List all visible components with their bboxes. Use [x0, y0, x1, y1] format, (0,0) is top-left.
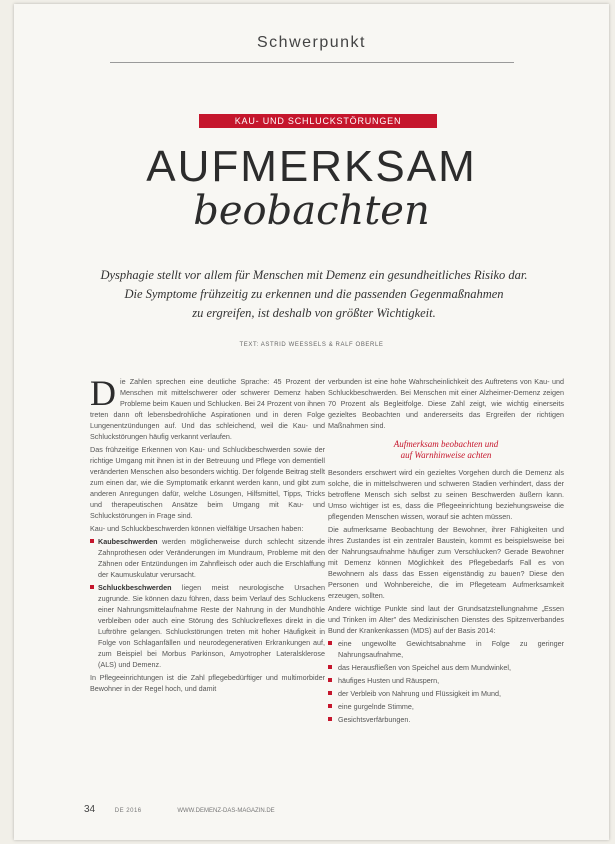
list-item: der Verbleib von Nahrung und Flüssigkeit im Mund,	[328, 688, 564, 699]
bullet-text: liegen meist neurologische Ursachen zugrunde. Sie können dazu führen, dass beim Verlauf des Schluckens einer Nahrungsmittelaufnahme Reste der Nahrung in der Mundhöhle verbleiben oder auch eine Störung des Schluckreflexes direkt in die Luftröhre gelangen. Schluckstörungen treten mit hoher Häufigkeit in Folge von Schlaganfällen und neurodegenerativen Erkrankungen auf, zum Beispiel bei Morbus Parkinson, Amyotropher Lateralsklerose (ALS) und Demenz.	[98, 583, 325, 669]
website-label: WWW.DEMENZ-DAS-MAGAZIN.DE	[177, 808, 275, 814]
bullet-label: Kaubeschwerden	[98, 537, 158, 546]
section-heading: Schwerpunkt	[257, 34, 366, 51]
paragraph: Das frühzeitige Erkennen von Kau- und Schluckbeschwerden sowie der richtige Umgang mit ihnen ist in der Betreuung und Pflege von dementiell veränderten Menschen also besonders wichtig. Der folgende Beitrag stellt zum einen dar, wie die Symptomatik erkannt werden kann, und gibt zum anderen Anregungen dafür, welche Lösungen, Hilfsmittel, Tipps, Tricks und therapeutischen Ansätze beim Umgang mit Kau- und Schluckstörungen in Frage sind.	[90, 445, 325, 520]
subheading-line-1: Aufmerksam beobachten und	[393, 439, 499, 449]
list-item: häufiges Husten und Räuspern,	[328, 675, 564, 686]
article-lead	[94, 266, 534, 323]
section-divider	[110, 62, 514, 63]
article-title-line1: AUFMERKSAM	[146, 142, 477, 191]
column-right	[328, 376, 564, 727]
paragraph: Besonders erschwert wird ein gezieltes Vorgehen durch die Demenz als solche, die in mittelschweren und schweren Stadien verhindert, dass der betroffene Mensch sich selbst zu seinen Beschwerden äußern kann. Umso wichtiger ist es, dass die Pflegeeinrichtung beziehungsweise die pflegenden Menschen wissen, worauf sie achten müssen.	[328, 468, 564, 521]
byline: TEXT: ASTRID WEESSELS & RALF OBERLE	[239, 342, 384, 348]
topic-kicker: KAU- UND SCHLUCKSTÖRUNGEN	[199, 114, 437, 128]
paragraph: Kau- und Schluckbeschwerden können vielfältige Ursachen haben:	[90, 524, 304, 533]
list-item: Gesichtsverfärbungen.	[328, 714, 564, 725]
page-footer	[84, 804, 275, 815]
list-item: das Herausfließen von Speichel aus dem Mundwinkel,	[328, 662, 564, 673]
paragraph: Andere wichtige Punkte sind laut der Grundsatzstellungnahme „Essen und Trinken im Alter" des Medizinischen Dienstes des Spitzenverbandes Bund der Krankenkassen (MDS) auf der Basis 2014:	[328, 604, 564, 635]
list-item: eine gurgelnde Stimme,	[328, 701, 564, 712]
issue-label: DE 2016	[114, 808, 142, 814]
paragraph: Die aufmerksame Beobachtung der Bewohner, ihrer Fähigkeiten und ihres Zustandes ist ein zentraler Baustein, kommt es beispielsweise bei der Nahrungsaufnahme häufiger zum Verschlucken? Gerade Bewohner mit Demenz können Möglichkeit des Pflegebedarfs Fall es von Bewohnern als dass das Essen eigenständig zu bauen? Diese den Personen und Wohnbereiche, die im Pflegeteam Aufmerksamkeit erzeugen, sollten.	[328, 525, 564, 600]
drop-cap: D	[90, 373, 116, 413]
subheading-line-2: auf Warnhinweise achten	[400, 450, 492, 460]
paragraph-text: ie Zahlen sprechen eine deutliche Sprache: 45 Prozent der Menschen mit mittelschwerer oder schwerer Demenz haben Probleme beim Kauen und Schlucken. Bei 24 Prozent von ihnen treten dann oft lebensbedrohliche Aspirationen und in deren Folge Lungenentzündungen auf. Und das schleichend, weil die Kau- und Schluckstörungen häufig verkannt verlaufen.	[90, 377, 325, 441]
bullet-label: Schluckbeschwerden	[98, 583, 172, 592]
paragraph: verbunden ist eine hohe Wahrscheinlichkeit des Auftretens von Kau- und Schluckbeschwerden. Bei Menschen mit einer Alzheimer-Demenz zeigen 70 Prozent als Begleitfolge. Diese Zahl zeigt, wie wichtig einerseits gezieltes Beobachten und andererseits das Ergreifen der richtigen Maßnahmen sind.	[328, 377, 564, 430]
lead-line-3: zu ergreifen, ist deshalb von größter Wichtigkeit.	[192, 306, 436, 320]
column-left	[90, 373, 325, 696]
bullet-item	[90, 582, 325, 670]
paragraph	[90, 373, 325, 442]
lead-line-2: Die Symptome frühzeitig zu erkennen und die passenden Gegenmaßnahmen	[124, 287, 504, 301]
list-item: eine ungewollte Gewichtsabnahme in Folge zu geringer Nahrungsaufnahme,	[328, 638, 564, 660]
magazine-page	[14, 4, 609, 840]
page-number: 34	[84, 804, 96, 815]
lead-line-1: Dysphagie stellt vor allem für Menschen mit Demenz ein gesundheitliches Risiko dar.	[100, 268, 528, 282]
article-title-line2: beobachten	[193, 188, 430, 234]
bullet-item	[90, 536, 325, 580]
bullet-text: werden möglicherweise durch schlecht sitzende Zahnprothesen oder Veränderungen im Mundraum, Probleme mit den Zähnen oder Entzündungen im Zahnfleisch oder auch die Erschlaffung der Kaumuskulatur verursacht.	[98, 537, 325, 579]
subheading	[328, 439, 564, 461]
paragraph: In Pflegeeinrichtungen ist die Zahl pflegebedürftiger und multimorbider Bewohner in der Regel hoch, und damit	[90, 673, 325, 693]
